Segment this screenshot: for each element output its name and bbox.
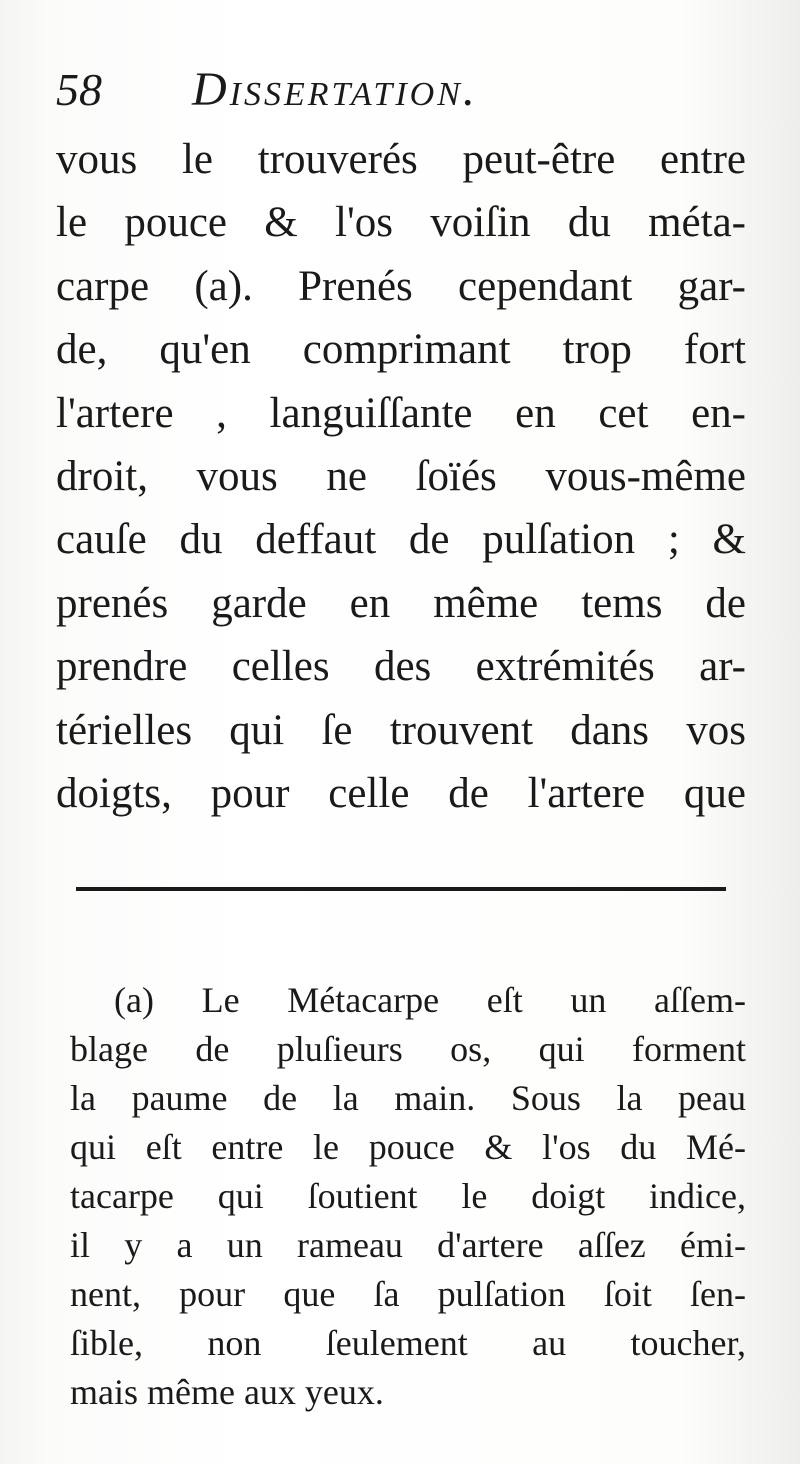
footnote-line: (a) Le Métacarpe eſt un aſſem-	[114, 980, 746, 1020]
body-line: térielles qui ſe trouvent dans vos	[56, 706, 746, 754]
footnote-line: il y a un rameau d'artere aſſez émi-	[70, 1225, 746, 1265]
footnote-divider	[76, 887, 726, 891]
footnote-line: tacarpe qui ſoutient le doigt indice,	[70, 1176, 746, 1216]
page-header	[56, 52, 756, 122]
body-line: carpe (a). Prenés cependant gar-	[56, 262, 746, 310]
page-number: 58	[56, 64, 102, 115]
body-line: doigts, pour celle de l'artere que	[56, 769, 746, 817]
footnote-line: blage de pluſieurs os, qui forment	[70, 1029, 746, 1069]
body-line: vous le trouverés peut-être entre	[56, 136, 746, 183]
running-head: Dissertation.	[192, 63, 478, 116]
body-line: droit, vous ne ſoïés vous-même	[56, 452, 746, 500]
body-line: de, qu'en comprimant trop fort	[56, 326, 746, 374]
footnote-line: mais même aux yeux.	[70, 1372, 384, 1412]
body-line: prendre celles des extrémités ar-	[56, 643, 746, 691]
footnote	[70, 976, 746, 1417]
body-line: le pouce & l'os voiſin du méta-	[56, 199, 746, 247]
body-text	[56, 128, 746, 825]
footnote-line: nent, pour que ſa pulſation ſoit ſen-	[70, 1274, 746, 1314]
footnote-line: qui eſt entre le pouce & l'os du Mé-	[70, 1127, 746, 1167]
footnote-line: la paume de la main. Sous la peau	[70, 1078, 746, 1118]
body-line: l'artere , languiſſante en cet en-	[56, 389, 746, 437]
body-line: cauſe du deffaut de pulſation ; &	[56, 516, 746, 564]
body-line: prenés garde en même tems de	[56, 579, 746, 627]
footnote-line: ſible, non ſeulement au toucher,	[70, 1323, 746, 1363]
